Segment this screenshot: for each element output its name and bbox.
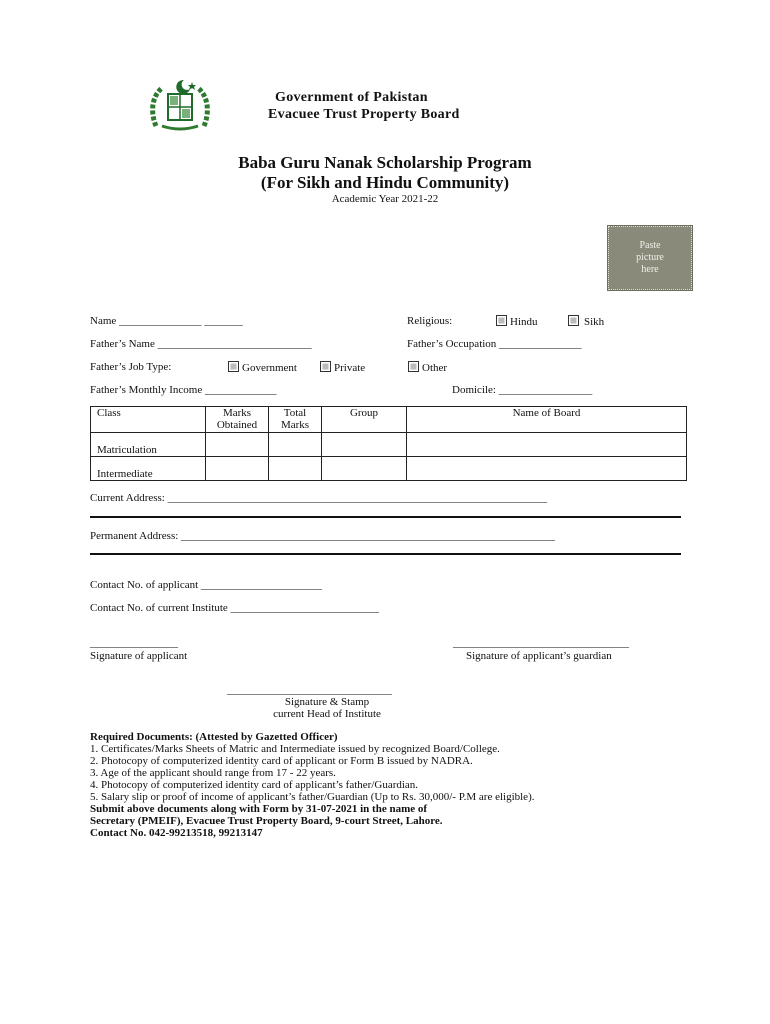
marks-table: [90, 406, 687, 481]
table-row: [91, 433, 687, 457]
head-institute-label: current Head of Institute: [273, 708, 381, 720]
header-total-marks-1: Total: [283, 407, 307, 419]
monthly-income-field[interactable]: Father’s Monthly Income _____________: [90, 384, 277, 396]
other-label: Other: [422, 362, 448, 374]
header-total-marks: [269, 407, 322, 433]
cell-input[interactable]: [322, 433, 407, 457]
header-marks-obtained-2: Obtained: [216, 419, 258, 431]
government-checkbox[interactable]: [228, 361, 239, 372]
permanent-address-field[interactable]: Permanent Address: ____________________________________________________________________: [90, 530, 556, 542]
submit-instructions: Submit above documents along with Form by 31-07-2021 in the name of: [90, 803, 428, 815]
sikh-label: Sikh: [584, 316, 605, 328]
header-board: Name of Board: [407, 407, 687, 433]
academic-year: Academic Year 2021-22: [331, 193, 439, 205]
documents-heading: Required Documents: (Attested by Gazetted Officer): [90, 731, 338, 743]
religion-hindu-option[interactable]: [496, 315, 538, 328]
table-header-row: [91, 407, 687, 433]
header-group: Group: [322, 407, 407, 433]
cell-input[interactable]: [206, 433, 269, 457]
header-class: Class: [91, 407, 206, 433]
cell-input[interactable]: [269, 457, 322, 481]
name-field[interactable]: Name _______________ _______: [90, 315, 243, 327]
guardian-signature-line[interactable]: ________________________________: [453, 637, 629, 649]
cell-input[interactable]: [322, 457, 407, 481]
sikh-checkbox[interactable]: [568, 315, 579, 326]
header-marks-obtained: [206, 407, 269, 433]
pakistan-emblem-icon: [148, 76, 212, 132]
job-government-option[interactable]: [228, 361, 297, 374]
domicile-field[interactable]: Domicile: _________________: [452, 384, 593, 396]
cell-input[interactable]: [269, 433, 322, 457]
private-checkbox[interactable]: [320, 361, 331, 372]
table-row: [91, 457, 687, 481]
fathers-occupation-field[interactable]: Father’s Occupation _______________: [407, 338, 582, 350]
current-address-field[interactable]: Current Address: _____________________________________________________________________: [90, 492, 548, 504]
page-subtitle: (For Sikh and Hindu Community): [260, 173, 510, 192]
document-item: 2. Photocopy of computerized identity card of applicant or Form B issued by NADRA.: [90, 755, 473, 767]
cell-input[interactable]: [206, 457, 269, 481]
photo-box[interactable]: [608, 226, 692, 290]
submit-contact: Contact No. 042-99213518, 99213147: [90, 827, 263, 839]
private-label: Private: [334, 362, 366, 374]
divider: [90, 516, 681, 518]
cell-input[interactable]: [407, 457, 687, 481]
job-private-option[interactable]: [320, 361, 365, 374]
head-signature-line[interactable]: ______________________________: [227, 684, 392, 696]
religious-label: Religious:: [407, 315, 453, 327]
cell-input[interactable]: [407, 433, 687, 457]
photo-box-line3: here: [641, 264, 659, 275]
document-item: 1. Certificates/Marks Sheets of Matric and Intermediate issued by recognized Board/College.: [90, 743, 500, 755]
photo-box-line1: Paste: [639, 240, 661, 251]
document-item: 4. Photocopy of computerized identity card of applicant’s father/Guardian.: [90, 779, 419, 791]
institute-contact-field[interactable]: Contact No. of current Institute ___________________________: [90, 602, 380, 614]
other-checkbox[interactable]: [408, 361, 419, 372]
divider: [90, 553, 681, 555]
applicant-signature-label: Signature of applicant: [90, 650, 188, 662]
row-class-cell: Matriculation: [91, 433, 206, 457]
page-title: Baba Guru Nanak Scholarship Program: [238, 153, 532, 172]
fathers-name-field[interactable]: Father’s Name ____________________________: [90, 338, 312, 350]
government-label: Government: [242, 362, 297, 374]
submit-address: Secretary (PMEIF), Evacuee Trust Property Board, 9-court Street, Lahore.: [90, 815, 443, 827]
applicant-contact-field[interactable]: Contact No. of applicant ______________________: [90, 579, 322, 591]
document-item: 3. Age of the applicant should range from 17 - 22 years.: [90, 767, 336, 779]
hindu-label: Hindu: [510, 316, 538, 328]
header-marks-obtained-1: Marks: [222, 407, 252, 419]
job-type-label: Father’s Job Type:: [90, 361, 172, 373]
guardian-signature-label: Signature of applicant’s guardian: [466, 650, 612, 662]
org-name: Government of Pakistan: [275, 90, 428, 105]
document-item: 5. Salary slip or proof of income of applicant’s father/Guardian (Up to Rs. 30,000/- P.M are eligible).: [90, 791, 535, 803]
hindu-checkbox[interactable]: [496, 315, 507, 326]
head-signature-label: Signature & Stamp: [284, 696, 370, 708]
religion-sikh-option[interactable]: [568, 315, 604, 328]
applicant-signature-line[interactable]: ________________: [90, 637, 178, 649]
org-subname: Evacuee Trust Property Board: [268, 107, 460, 122]
header-total-marks-2: Marks: [280, 419, 310, 431]
row-class-cell: Intermediate: [91, 457, 206, 481]
job-other-option[interactable]: [408, 361, 447, 374]
photo-box-line2: picture: [636, 252, 664, 263]
